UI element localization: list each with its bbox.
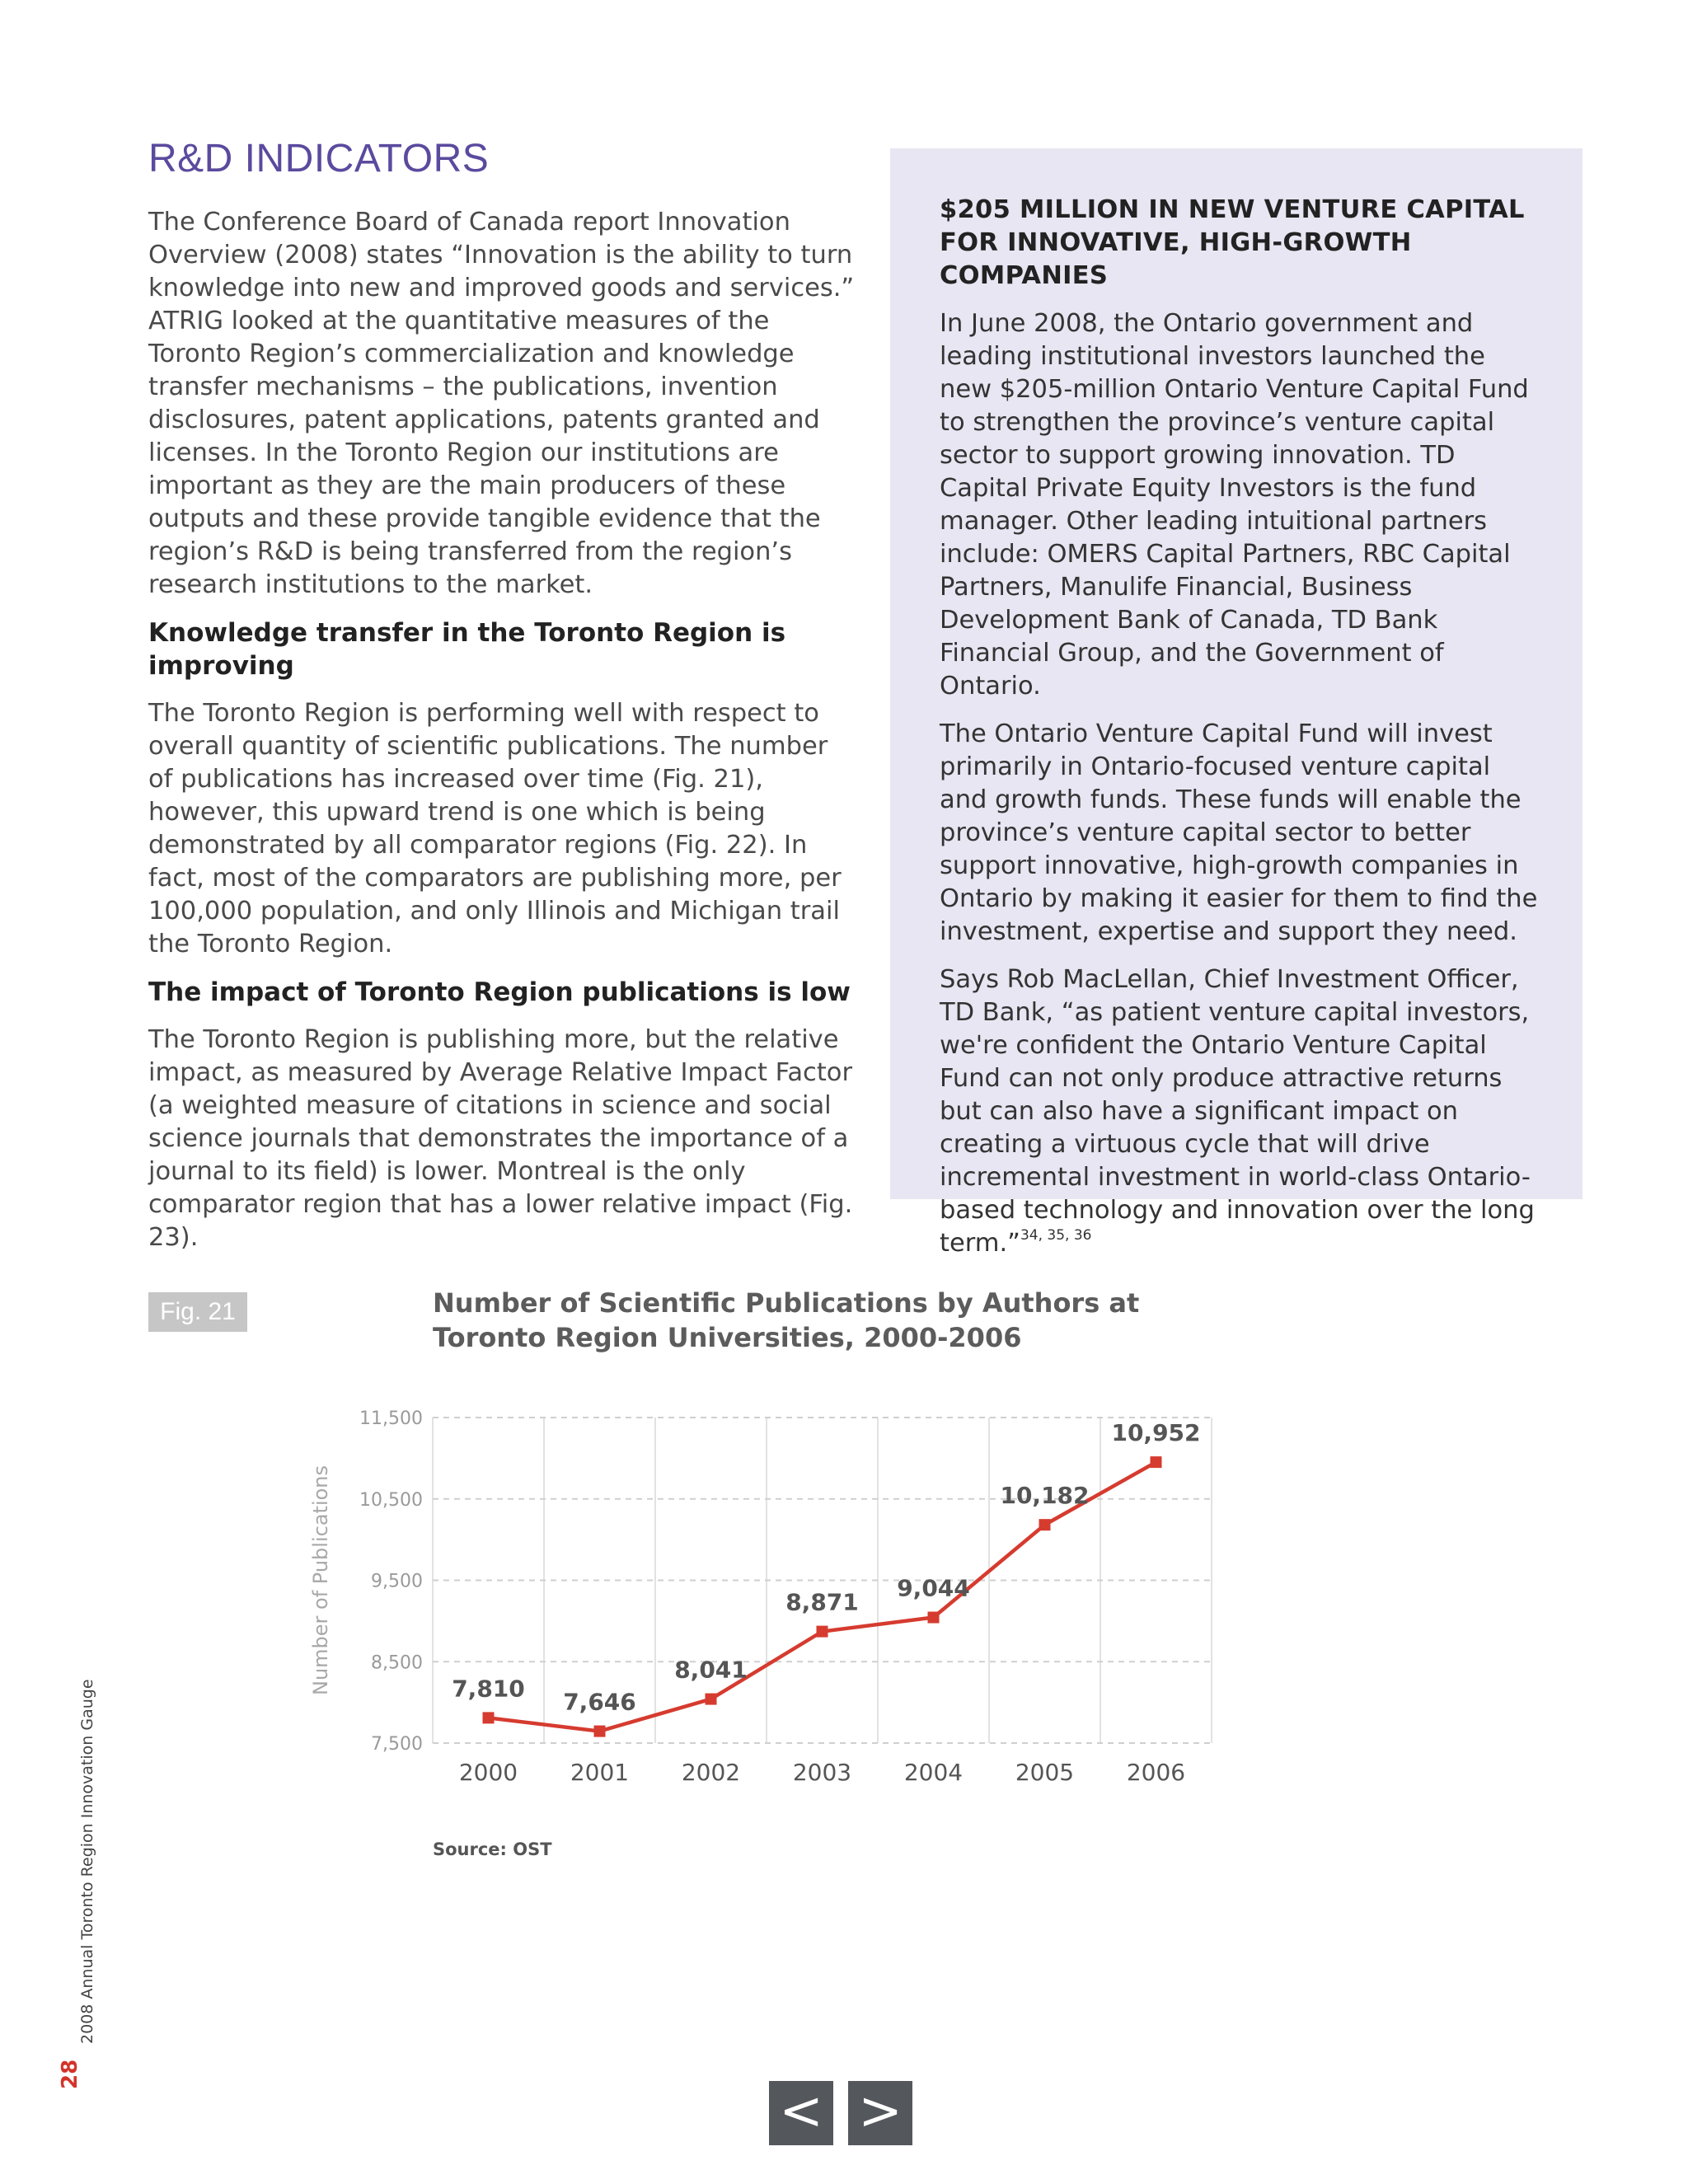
x-tick-label: 2000	[458, 1759, 518, 1786]
publication-side-title: 2008 Annual Toronto Region Innovation Gauge	[78, 1679, 96, 2044]
y-tick-label: 11,500	[359, 1408, 423, 1429]
impact-paragraph: The Toronto Region is publishing more, but the relative impact, as measured by Average Relative Impact Factor (a weighted measure of citations in science and social science journals that demonstrates the importance of a journal to its field) is lower. Montreal is the only comparator region that has a lower relative impact (Fig. 23).	[148, 1025, 853, 1252]
data-label: 10,182	[1000, 1482, 1090, 1510]
knowledge-transfer-paragraph: The Toronto Region is performing well with respect to overall quantity of scientific publications. The number of publications has increased over time (Fig. 21), however, this upward trend is one which is being demonstrated by all comparator regions (Fig. 22). In fact, most of the comparators are publishing more, per 100,000 population, and only Illinois and Michigan trail the Toronto Region.	[148, 699, 842, 958]
data-label: 8,871	[785, 1588, 859, 1616]
y-tick-label: 8,500	[371, 1652, 423, 1674]
data-point	[1039, 1519, 1051, 1530]
intro-paragraph: The Conference Board of Canada report Innovation Overview (2008) states “Innovation is the ability to turn knowledge into new and improved goods and services.” ATRIG looked at the quantitative measures of the Toronto Region’s commercialization and knowledge transfer mechanisms – the publications, invention disclosures, patent applications, patents granted and licenses. In the Toronto Region our institutions are important as they are the main producers of these outputs and these provide tangible evidence that the region’s R&D is being transferred from the region’s research institutions to the market.	[148, 208, 855, 599]
chart-source: Source: OST	[433, 1840, 552, 1859]
series-line	[489, 1462, 1156, 1731]
data-label: 10,952	[1111, 1419, 1201, 1447]
footnote-refs: 34, 35, 36	[1020, 1227, 1092, 1244]
y-axis-title: Number of Publications	[309, 1465, 332, 1696]
y-tick-label: 10,500	[359, 1489, 423, 1511]
sidebar-paragraph-3	[940, 963, 1541, 1260]
x-tick-label: 2001	[570, 1759, 630, 1786]
subheading-knowledge-transfer: Knowledge transfer in the Toronto Region is improving	[148, 618, 786, 681]
venture-capital-sidebar	[890, 148, 1582, 1258]
sidebar-paragraph-2: The Ontario Venture Capital Fund will invest primarily in Ontario-focused venture capital and growth funds. These funds will enable the province’s venture capital sector to better support innovative, high-growth companies in Ontario by making it easier for them to find the investment, expertise and support they need.	[940, 719, 1538, 946]
sidebar-heading: $205 MILLION IN NEW VENTURE CAPITAL FOR INNOVATIVE, HIGH-GROWTH COMPANIES	[940, 195, 1525, 290]
left-column	[148, 206, 857, 1269]
data-point	[483, 1712, 495, 1723]
sidebar-quote: Says Rob MacLellan, Chief Investment Officer, TD Bank, “as patient venture capital investors, we're confident the Ontario Venture Capital Fund can not only produce attractive returns but can also have a significant impact on creating a virtuous cycle that will drive incremental investment in world-class Ontario-based technology and innovation over the long term.”	[940, 965, 1535, 1258]
data-point	[817, 1626, 828, 1638]
section-title: R&D INDICATORS	[148, 137, 490, 180]
x-tick-label: 2006	[1126, 1759, 1186, 1786]
data-point	[594, 1726, 606, 1737]
y-tick-label: 9,500	[371, 1571, 423, 1592]
data-point	[706, 1694, 717, 1705]
chart-title	[433, 1286, 1175, 1355]
next-page-button[interactable]: >	[848, 2081, 912, 2145]
y-tick-label: 7,500	[371, 1734, 423, 1755]
data-point	[1151, 1456, 1162, 1468]
data-label: 7,810	[452, 1675, 525, 1703]
data-label: 7,646	[563, 1688, 636, 1716]
x-tick-label: 2003	[792, 1759, 852, 1786]
x-tick-label: 2004	[903, 1759, 964, 1786]
subheading-impact: The impact of Toronto Region publications is low	[148, 977, 851, 1007]
chart-title-line-1: Number of Scientific Publications by Authors at	[433, 1287, 1140, 1319]
x-tick-label: 2002	[681, 1759, 741, 1786]
figure-label: Fig. 21	[148, 1292, 247, 1332]
data-label: 8,041	[674, 1656, 748, 1684]
data-label: 9,044	[897, 1574, 970, 1602]
page-number: 28	[58, 2059, 82, 2089]
data-point	[928, 1612, 940, 1624]
x-tick-label: 2005	[1015, 1759, 1075, 1786]
sidebar-paragraph-1: In June 2008, the Ontario government and leading institutional investors launched the new $205-million Ontario Venture Capital Fund to strengthen the province’s venture capital sector to support growing innovation. TD Capital Private Equity Investors is the fund manager. Other leading intuitional partners include: OMERS Capital Partners, RBC Capital Partners, Manulife Financial, Business Development Bank of Canada, TD Bank Financial Group, and the Government of Ontario.	[940, 309, 1529, 701]
previous-page-button[interactable]: <	[769, 2081, 833, 2145]
chart-title-line-2: Toronto Region Universities, 2000-2006	[433, 1322, 1022, 1353]
